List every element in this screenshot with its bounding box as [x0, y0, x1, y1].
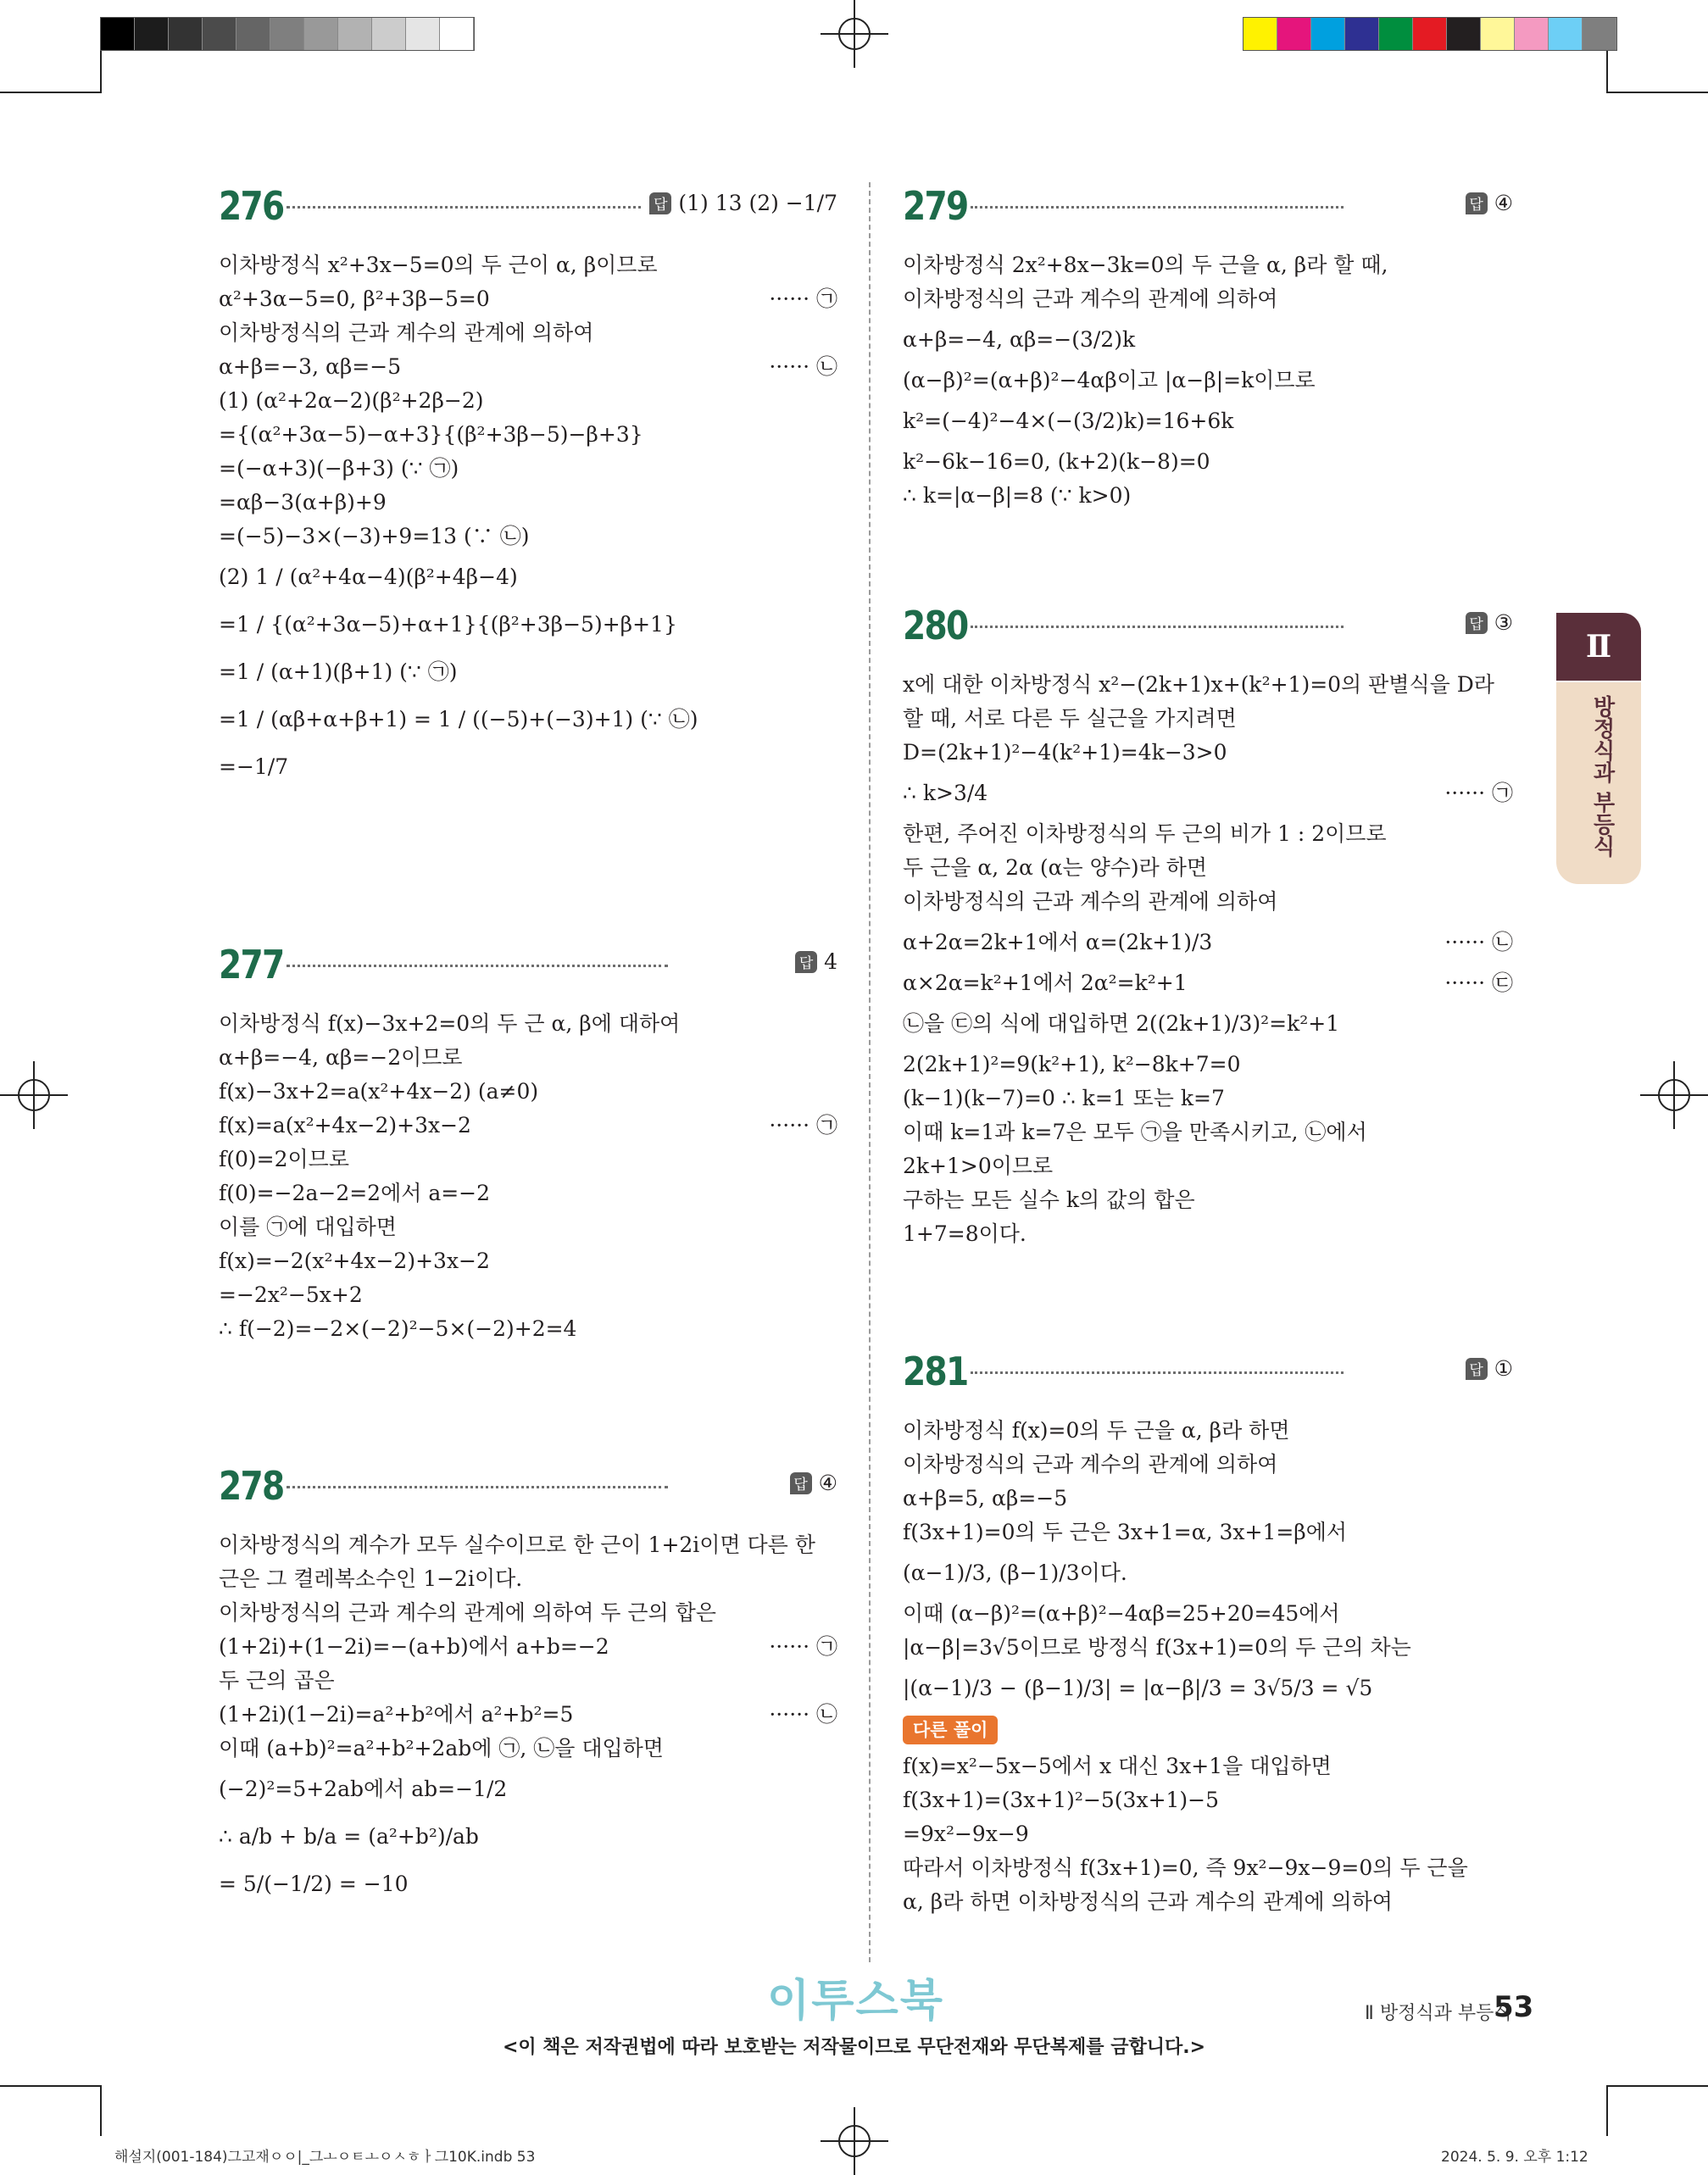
answer-badge-icon: 답	[1466, 192, 1488, 214]
solution-line	[219, 553, 837, 601]
leader-dots	[971, 206, 1344, 209]
solution-line	[903, 919, 1513, 966]
equation-reference-mark: ······ ㉢	[1444, 971, 1513, 995]
solution-line-text: 이때 (a+b)²=a²+b²+2ab에 ㉠, ㉡을 대입하면	[219, 1736, 664, 1761]
solution-line-text: =αβ−3(α+β)+9	[219, 490, 387, 515]
chapter-tab-title: 방정식과 부등식	[1589, 695, 1615, 858]
solution-line	[219, 282, 837, 316]
swatch	[135, 18, 169, 50]
alt-solution-header	[903, 1712, 1513, 1749]
solution-line-text: ∴ k=|α−β|=8 (∵ k>0)	[903, 483, 1132, 508]
crop-mark-bottom-right-h	[1608, 2085, 1708, 2087]
problem-number: 278	[219, 1463, 284, 1509]
answer-value: ③	[1494, 610, 1513, 635]
solution-line	[903, 1414, 1513, 1448]
crop-mark-bottom-left-v	[100, 2085, 102, 2136]
solution-line	[219, 1075, 837, 1109]
solution-line-text: =(−5)−3×(−3)+9=13 (∵ ㉡)	[219, 524, 530, 548]
registration-mark-bottom	[821, 2107, 888, 2175]
solution-line	[903, 1749, 1513, 1783]
solution-line-text: 구하는 모든 실수 k의 값의 합은	[903, 1188, 1195, 1212]
answer-badge-icon: 답	[790, 1472, 812, 1494]
solution-line-text: (α−1)/3, (β−1)/3이다.	[903, 1560, 1127, 1585]
problem-number: 277	[219, 942, 284, 987]
solution-lines	[903, 248, 1513, 513]
swatch	[338, 18, 372, 50]
column-divider	[869, 182, 871, 1962]
solution-line-text: 이차방정식의 근과 계수의 관계에 의하여	[903, 286, 1278, 311]
solution-line	[903, 248, 1513, 282]
solution-line-text: ∴ f(−2)=−2×(−2)²−5×(−2)+2=4	[219, 1316, 577, 1341]
solution-line	[219, 1177, 837, 1210]
solution-line	[903, 445, 1513, 479]
solution-line	[903, 1048, 1513, 1082]
solution-line-text: |(α−1)/3 − (β−1)/3| = |α−β|/3 = 3√5/3 = √5	[903, 1676, 1373, 1700]
answer	[787, 949, 837, 974]
solution-line-text: (−2)²=5+2ab에서 ab=−1/2	[219, 1777, 508, 1801]
solution-line-text: =−1/7	[219, 754, 289, 779]
solution-line	[903, 398, 1513, 445]
chapter-tab-number: Ⅱ	[1556, 613, 1641, 681]
leader-dots	[287, 965, 668, 967]
solution-line	[903, 282, 1513, 316]
color-calibration-bar	[1243, 17, 1617, 51]
answer-value: ④	[818, 1471, 837, 1495]
solution-line	[219, 1312, 837, 1346]
solution-line	[219, 1861, 837, 1908]
solution-line	[219, 520, 837, 553]
solution-lines	[219, 248, 837, 791]
problem-number: 276	[219, 183, 284, 229]
swatch	[406, 18, 440, 50]
solution-line-text: 이차방정식의 근과 계수의 관계에 의하여	[219, 320, 594, 345]
answer-value: ④	[1494, 191, 1513, 215]
crop-mark-top-left-v	[100, 51, 102, 93]
solution-line	[903, 1665, 1513, 1712]
solution-line-text: ∴ k>3/4	[903, 781, 988, 805]
swatch	[1481, 18, 1515, 50]
solution-line-text: (α−β)²=(α+β)²−4αβ이고 |α−β|=k이므로	[903, 368, 1316, 392]
print-slug-file: 해설지(001-184)그고재ㅇㅇ|_그ㅗㅇㅌㅗㅇㅅㅎㅏ그10K.indb 53	[114, 2149, 536, 2166]
problem-number: 279	[903, 183, 968, 229]
solution-line-text: D=(2k+1)²−4(k²+1)=4k−3>0	[903, 740, 1227, 765]
solution-line	[219, 384, 837, 418]
solution-lines	[903, 1414, 1513, 1919]
solution-line	[903, 736, 1513, 770]
solution-line-text: α²+3α−5=0, β²+3β−5=0	[219, 286, 490, 311]
solution-line-text: =−2x²−5x+2	[219, 1282, 363, 1307]
solution-line-text: 이차방정식의 계수가 모두 실수이므로 한 근이 1+2i이면 다른 한	[219, 1533, 815, 1557]
answer-badge-icon: 답	[649, 192, 671, 214]
solution-line-text: =(−α+3)(−β+3) (∵ ㉠)	[219, 456, 459, 481]
solution-line	[903, 364, 1513, 398]
solution-line-text: (1) (α²+2α−2)(β²+2β−2)	[219, 388, 484, 413]
swatch	[1345, 18, 1379, 50]
registration-mark-top	[821, 0, 888, 68]
answer	[1457, 610, 1513, 635]
solution-line	[903, 1482, 1513, 1516]
solution-line-text: α+β=5, αβ=−5	[903, 1486, 1068, 1510]
solution-line-text: 이차방정식 x²+3x−5=0의 두 근이 α, β이므로	[219, 253, 658, 277]
answer	[1457, 1356, 1513, 1381]
page-number: 53	[1494, 1990, 1534, 2024]
solution-line	[903, 668, 1513, 702]
solution-line	[903, 817, 1513, 851]
solution-line-text: = 5/(−1/2) = −10	[219, 1872, 409, 1896]
solution-line-text: =1 / {(α²+3α−5)+α+1}{(β²+3β−5)+β+1}	[219, 612, 677, 637]
solution-line-text: 1+7=8이다.	[903, 1221, 1026, 1246]
swatch	[1413, 18, 1447, 50]
swatch	[101, 18, 135, 50]
solution-line-text: f(0)=−2a−2=2에서 a=−2	[219, 1181, 491, 1205]
grayscale-calibration-bar	[100, 17, 475, 51]
solution-line	[903, 1516, 1513, 1549]
solution-line-text: f(x)−3x+2=a(x²+4x−2) (a≠0)	[219, 1079, 539, 1104]
problem-number: 280	[903, 603, 968, 648]
solution-lines	[219, 1007, 837, 1346]
solution-line-text: 근은 그 켤레복소수인 1−2i이다.	[219, 1566, 523, 1591]
solution-line	[219, 1528, 837, 1562]
solution-line-text: 할 때, 서로 다른 두 실근을 가지려면	[903, 706, 1237, 731]
swatch	[1311, 18, 1345, 50]
solution-line	[903, 1149, 1513, 1183]
solution-line	[219, 1278, 837, 1312]
answer-value: 4	[824, 949, 837, 974]
answer-value: ①	[1494, 1356, 1513, 1381]
solution-line	[903, 1217, 1513, 1251]
print-slug-date: 2024. 5. 9. 오후 1:12	[1441, 2149, 1588, 2166]
solution-line	[903, 770, 1513, 817]
crop-mark-bottom-left-h	[0, 2085, 100, 2087]
answer-badge-icon: 답	[795, 951, 817, 973]
solution-line	[219, 248, 837, 282]
solution-line-text: ㉡을 ㉢의 식에 대입하면 2((2k+1)/3)²=k²+1	[903, 1011, 1340, 1036]
crop-mark-top-right-v	[1606, 51, 1608, 93]
solution-line-text: (1+2i)+(1−2i)=−(a+b)에서 a+b=−2	[219, 1634, 609, 1659]
solution-line-text: f(x)=−2(x²+4x−2)+3x−2	[219, 1249, 490, 1273]
solution-line	[903, 885, 1513, 919]
solution-line	[903, 1597, 1513, 1631]
swatch	[203, 18, 236, 50]
crop-mark-top-right-h	[1608, 92, 1708, 93]
solution-line	[903, 1183, 1513, 1217]
equation-reference-mark: ······ ㉠	[769, 1113, 837, 1138]
solution-line	[219, 1698, 837, 1732]
solution-line	[903, 1115, 1513, 1149]
solution-line	[903, 1851, 1513, 1885]
solution-line-text: α+2α=2k+1에서 α=(2k+1)/3	[903, 930, 1213, 954]
swatch	[1277, 18, 1311, 50]
solution-line	[219, 350, 837, 384]
solution-line	[903, 1082, 1513, 1115]
solution-line-text: f(0)=2이므로	[219, 1147, 349, 1171]
solution-line-text: (1+2i)(1−2i)=a²+b²에서 a²+b²=5	[219, 1702, 574, 1727]
solution-line	[903, 1783, 1513, 1817]
solution-line-text: x에 대한 이차방정식 x²−(2k+1)x+(k²+1)=0의 판별식을 D라	[903, 672, 1494, 697]
answer	[641, 191, 837, 215]
solution-line-text: 한편, 주어진 이차방정식의 두 근의 비가 1 : 2이므로	[903, 821, 1387, 846]
solution-line-text: α, β라 하면 이차방정식의 근과 계수의 관계에 의하여	[903, 1889, 1393, 1914]
solution-line-text: 두 근의 곱은	[219, 1668, 335, 1693]
running-footer-chapter: Ⅱ 방정식과 부등식	[1365, 2003, 1512, 2024]
answer-value: (1) 13 (2) −1/7	[678, 191, 837, 215]
equation-reference-mark: ······ ㉠	[769, 286, 837, 311]
solution-line-text: |α−β|=3√5이므로 방정식 f(3x+1)=0의 두 근의 차는	[903, 1635, 1411, 1660]
solution-line-text: (2) 1 / (α²+4α−4)(β²+4β−4)	[219, 565, 518, 589]
solution-line-text: α×2α=k²+1에서 2α²=k²+1	[903, 971, 1188, 995]
alt-solution-badge: 다른 풀이	[903, 1716, 998, 1744]
swatch	[1379, 18, 1413, 50]
answer-badge-icon: 답	[1466, 612, 1488, 634]
solution-line	[219, 1562, 837, 1596]
solution-line-text: f(x)=x²−5x−5에서 x 대신 3x+1을 대입하면	[903, 1754, 1332, 1778]
solution-line	[219, 601, 837, 648]
leader-dots	[971, 1371, 1344, 1374]
solution-line-text: 이차방정식의 근과 계수의 관계에 의하여 두 근의 합은	[219, 1600, 716, 1625]
solution-line	[219, 452, 837, 486]
answer	[782, 1471, 837, 1495]
solution-line-text: 이차방정식의 근과 계수의 관계에 의하여	[903, 1452, 1278, 1477]
solution-line	[903, 1631, 1513, 1665]
solution-line-text: k²=(−4)²−4×(−(3/2)k)=16+6k	[903, 409, 1234, 433]
solution-line	[903, 702, 1513, 736]
solution-line-text: α+β=−3, αβ=−5	[219, 354, 402, 379]
solution-line	[903, 1000, 1513, 1048]
answer	[1457, 191, 1513, 215]
solution-line	[903, 316, 1513, 364]
solution-line	[903, 1448, 1513, 1482]
solution-line-text: 이를 ㉠에 대입하면	[219, 1215, 397, 1239]
publisher-logo: 이투스북	[767, 1976, 944, 2027]
swatch	[372, 18, 406, 50]
copyright-notice: <이 책은 저작권법에 따라 보호받는 저작물이므로 무단전재와 무단복제를 금합니다.>	[502, 2037, 1206, 2058]
solution-line-text: (k−1)(k−7)=0 ∴ k=1 또는 k=7	[903, 1086, 1225, 1110]
swatch	[304, 18, 338, 50]
solution-line	[903, 851, 1513, 885]
solution-line-text: ={(α²+3α−5)−α+3}{(β²+3β−5)−β+3}	[219, 422, 643, 447]
swatch	[440, 18, 474, 50]
solution-line-text: k²−6k−16=0, (k+2)(k−8)=0	[903, 449, 1210, 474]
solution-line	[903, 966, 1513, 1000]
registration-mark-left	[0, 1061, 68, 1129]
solution-line-text: =1 / (α+1)(β+1) (∵ ㉠)	[219, 659, 458, 684]
solution-line	[219, 418, 837, 452]
solution-lines	[903, 668, 1513, 1251]
solution-line-text: 이차방정식 2x²+8x−3k=0의 두 근을 α, β라 할 때,	[903, 253, 1388, 277]
solution-line-text: 이때 (α−β)²=(α+β)²−4αβ=25+20=45에서	[903, 1601, 1340, 1626]
solution-line	[219, 1664, 837, 1698]
swatch	[1447, 18, 1481, 50]
solution-line	[219, 696, 837, 743]
solution-line-text: 이때 k=1과 k=7은 모두 ㉠을 만족시키고, ㉡에서	[903, 1120, 1367, 1144]
solution-line-text: 두 근을 α, 2α (α는 양수)라 하면	[903, 855, 1208, 880]
swatch	[1243, 18, 1277, 50]
swatch	[1515, 18, 1549, 50]
solution-line	[219, 1109, 837, 1143]
solution-line	[219, 1210, 837, 1244]
registration-mark-right	[1640, 1061, 1708, 1129]
solution-line-text: f(x)=a(x²+4x−2)+3x−2	[219, 1113, 471, 1138]
leader-dots	[287, 1486, 668, 1488]
solution-line	[219, 1630, 837, 1664]
solution-line	[903, 1885, 1513, 1919]
solution-line	[219, 1732, 837, 1766]
solution-line-text: f(3x+1)=(3x+1)²−5(3x+1)−5	[903, 1788, 1220, 1812]
solution-line-text: α+β=−4, αβ=−(3/2)k	[903, 327, 1136, 352]
solution-line	[219, 486, 837, 520]
equation-reference-mark: ······ ㉡	[769, 354, 837, 379]
solution-line-text: 2(2k+1)²=9(k²+1), k²−8k+7=0	[903, 1052, 1241, 1076]
answer-badge-icon: 답	[1466, 1358, 1488, 1380]
solution-line-text: =1 / (αβ+α+β+1) = 1 / ((−5)+(−3)+1) (∵ ㉡)	[219, 707, 698, 731]
solution-line	[903, 1549, 1513, 1597]
solution-line	[219, 1041, 837, 1075]
solution-line-text: 따라서 이차방정식 f(3x+1)=0, 즉 9x²−9x−9=0의 두 근을	[903, 1855, 1468, 1880]
equation-reference-mark: ······ ㉡	[1444, 930, 1513, 954]
solution-line	[219, 1143, 837, 1177]
crop-mark-bottom-right-v	[1606, 2085, 1608, 2136]
solution-line	[219, 743, 837, 791]
solution-line-text: 이차방정식 f(x)−3x+2=0의 두 근 α, β에 대하여	[219, 1011, 681, 1036]
swatch	[270, 18, 304, 50]
solution-line	[903, 1817, 1513, 1851]
solution-line-text: =9x²−9x−9	[903, 1822, 1029, 1846]
swatch	[1583, 18, 1616, 50]
equation-reference-mark: ······ ㉠	[769, 1634, 837, 1659]
solution-lines	[219, 1528, 837, 1908]
swatch	[1549, 18, 1583, 50]
solution-line	[219, 316, 837, 350]
problem-number: 281	[903, 1349, 968, 1394]
swatch	[236, 18, 270, 50]
solution-line-text: 이차방정식의 근과 계수의 관계에 의하여	[903, 889, 1278, 914]
leader-dots	[287, 206, 668, 209]
crop-mark-top-left-h	[0, 92, 100, 93]
solution-line	[219, 1813, 837, 1861]
equation-reference-mark: ······ ㉠	[1444, 781, 1513, 805]
equation-reference-mark: ······ ㉡	[769, 1702, 837, 1727]
leader-dots	[971, 626, 1344, 628]
solution-line	[219, 1766, 837, 1813]
solution-line-text: 2k+1>0이므로	[903, 1154, 1054, 1178]
solution-line	[219, 1596, 837, 1630]
solution-line-text: α+β=−4, αβ=−2이므로	[219, 1045, 463, 1070]
solution-line-text: ∴ a/b + b/a = (a²+b²)/ab	[219, 1824, 479, 1849]
swatch	[169, 18, 203, 50]
solution-line-text: f(3x+1)=0의 두 근은 3x+1=α, 3x+1=β에서	[903, 1520, 1348, 1544]
solution-line-text: 이차방정식 f(x)=0의 두 근을 α, β라 하면	[903, 1418, 1290, 1443]
solution-line	[219, 1244, 837, 1278]
solution-line	[903, 479, 1513, 513]
solution-line	[219, 1007, 837, 1041]
solution-line	[219, 648, 837, 696]
